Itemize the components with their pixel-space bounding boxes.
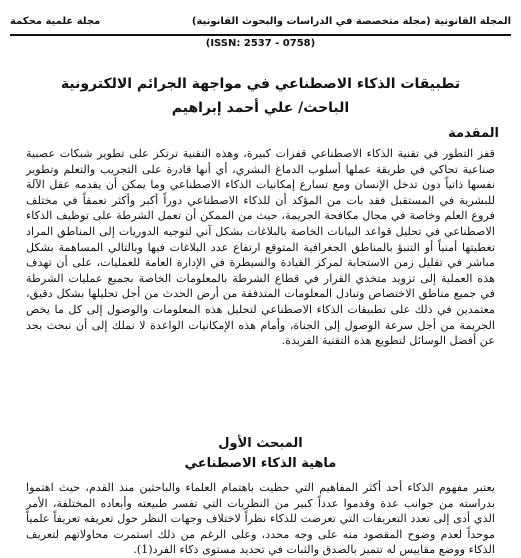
chapter-paragraph: يعتبر مفهوم الذكاء أحد أكثر المفاهيم التي حظيت باهتمام العلماء والباحثين منذ القدم، حيث اهتموا بدراسته من جوانب عدة وقدموا عدداً كبير من النظريات التي تفسر طبيعته وأبعاده المختلفة، الأمر الذي أدى إلى تعدد التعريفات التي تعرضت للذكاء نظراً لاختلاف وجهات النظر حول تعريفه تعريفاً علمياً موحداً لعدم وضوح المقصود منه على وجه محدد، وعلى الرغم من ذلك استمرت محاولاتهم لتعريف الذكاء ووضع مقاييس له تتميز بالصدق والثبات في تحديد مستوى ذكاء الفرد(1). [26,481,495,557]
article-author: الباحث/ علي أحمد إبراهيم [171,100,350,116]
issn: (ISSN: 2537 - 0758) [205,38,316,49]
intro-paragraph: قفز التطور في تقنية الذكاء الاصطناعي قفزات كبيرة، وهذه التقنية ترتكز على تطوير شبكات عصبية صناعية تحاكي في طريقة عملها أسلوب الدماغ البشري، أي أنها قادرة على التجريب والتعلم وتطوير نفسها ذاتياً دون تدخل الإنسان ومع تسارع إمكانيات الذكاء الاصطناعي وما يمكن أن يقدمه عقل الآلة للبشرية في المستقبل فقد بات من المؤكد أن للذكاء الاصطناعي دوراً أكبر وأكثر تعمقاً في مختلف فروع العلم وخاصة في مجال مكافحة الجريمة، حيث من الممكن أن تعمل الشرطة على توظيف الذكاء الاصطناعي في تحليل قواعد البيانات الخاصة بالبلاغات بشكل آني لتوجيه الدوريات إلى المناطق المراد تغطيتها أمنياً أو التنبؤ بالمناطق الجغرافية المتوقع ارتفاع عدد البلاغات فيها وبالتالي المساهمة بشكل مباشر في تقليل زمن الاستجابة لمركز القيادة والسيطرة في الإدارة العامة للعمليات، على أن تهدف هذه العملية إلى تزويد متخذي القرار في قطاع الشرطة بالمعلومات الخاصة بجميع عمليات الشرطة في جميع مناطق الاختصاص وتبادل المعلومات المتدفقة من أرض الحدث من أجل تحليلها بشكل دقيق، معتمدين في ذلك على تطبيقات الذكاء الاصطناعي لتحليل هذه المعلومات والوصول إلى كل ما يخص الجريمة من أجل سرعة الوصول إلى الجناة، وأمام هذه الإمكانيات الواعدة لا نملك إلى أن نبحث بجد عن أفضل الوسائل لتطويع هذه التقنية الفريدة. [26,147,495,348]
chapter-subheading: ماهية الذكاء الاصطناعي [184,456,337,471]
page-header [10,6,511,34]
intro-heading: المقدمة [448,126,499,141]
journal-label: مجلة علمية محكمة [10,16,101,27]
chapter-heading: المبحث الأول [218,436,303,451]
article-title: تطبيقات الذكاء الاصطناعي في مواجهة الجرائم الالكترونية [60,76,461,92]
header-divider [10,34,511,36]
journal-title: المجلة القانونية (مجلة متخصصة في الدراسات والبحوث القانونية) [191,16,511,27]
